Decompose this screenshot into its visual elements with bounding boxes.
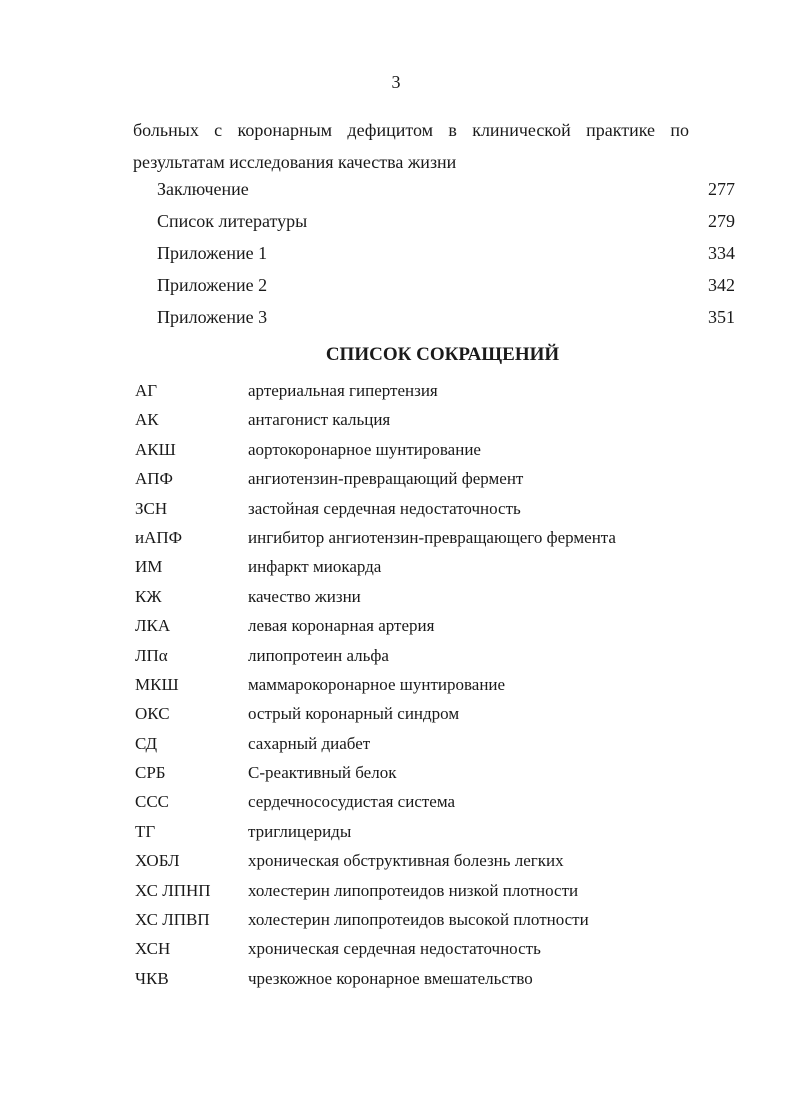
abbreviation-definition: застойная сердечная недостаточность bbox=[248, 498, 521, 518]
abbreviation-term: ОКС bbox=[135, 704, 170, 724]
abbreviation-term: ССС bbox=[135, 792, 170, 812]
abbreviation-definition: хроническая сердечная недостаточность bbox=[248, 939, 541, 959]
toc-entry bbox=[157, 173, 735, 205]
abbreviation-term: МКШ bbox=[135, 674, 179, 694]
abbreviation-term: ЛКА bbox=[135, 616, 171, 636]
abbreviation-definition: маммарокоронарное шунтирование bbox=[248, 674, 506, 694]
abbreviation-row bbox=[135, 641, 695, 670]
abbreviation-definition: качество жизни bbox=[248, 586, 361, 606]
toc-entry bbox=[157, 269, 735, 301]
abbreviation-term: ХОБЛ bbox=[135, 851, 180, 871]
abbreviation-definition: липопротеин альфа bbox=[248, 645, 389, 665]
abbreviation-definition: ингибитор ангиотензин-превращающего фермента bbox=[248, 527, 616, 547]
abbreviation-row bbox=[135, 464, 695, 493]
toc-entry-page: 277 bbox=[708, 179, 735, 199]
abbreviation-term: АГ bbox=[135, 381, 158, 400]
abbreviation-definition: аортокоронарное шунтирование bbox=[248, 439, 481, 459]
abbreviation-definition: инфаркт миокарда bbox=[248, 557, 382, 577]
abbreviation-term: ИМ bbox=[135, 557, 163, 577]
abbreviation-row bbox=[135, 582, 695, 611]
abbreviation-row bbox=[135, 611, 695, 640]
abbreviation-row bbox=[135, 729, 695, 758]
toc-entry bbox=[157, 301, 735, 333]
abbreviation-row bbox=[135, 758, 695, 787]
abbreviation-row bbox=[135, 817, 695, 846]
toc-continuation-text bbox=[133, 114, 689, 178]
toc-entry-title: Список литературы bbox=[157, 211, 308, 231]
abbreviation-definition: сахарный диабет bbox=[248, 733, 371, 753]
abbreviation-definition: острый коронарный синдром bbox=[248, 704, 460, 724]
toc-entry-title: Заключение bbox=[157, 179, 249, 199]
abbreviations-list bbox=[135, 376, 695, 993]
abbreviation-term: СРБ bbox=[135, 763, 166, 783]
abbreviation-definition: хроническая обструктивная болезнь легких bbox=[248, 851, 564, 871]
continuation-line-2: результатам исследования качества жизни bbox=[133, 152, 457, 172]
toc-entry bbox=[157, 237, 735, 269]
abbreviation-definition: левая коронарная артерия bbox=[248, 616, 435, 636]
abbreviation-term: АКШ bbox=[135, 439, 176, 459]
abbreviation-term: ЛПα bbox=[135, 645, 168, 665]
abbreviation-definition: ангиотензин-превращающий фермент bbox=[248, 469, 524, 489]
abbreviation-row bbox=[135, 964, 695, 993]
abbreviation-row bbox=[135, 934, 695, 963]
abbreviation-row bbox=[135, 552, 695, 581]
abbreviation-term: ХС ЛПНП bbox=[135, 880, 211, 900]
toc-entry-page: 342 bbox=[708, 275, 735, 295]
abbreviation-row bbox=[135, 699, 695, 728]
toc-entry-page: 279 bbox=[708, 211, 735, 231]
abbreviation-term: АПФ bbox=[135, 469, 173, 489]
toc-entry-title: Приложение 1 bbox=[157, 243, 268, 263]
abbreviation-term: АК bbox=[135, 410, 159, 430]
toc-entry-title: Приложение 3 bbox=[157, 307, 268, 327]
abbreviation-definition: холестерин липопротеидов высокой плотности bbox=[248, 910, 589, 930]
abbreviation-definition: артериальная гипертензия bbox=[248, 381, 438, 400]
abbreviation-definition: холестерин липопротеидов низкой плотности bbox=[248, 880, 579, 900]
abbreviation-row bbox=[135, 787, 695, 816]
toc-entry-page: 334 bbox=[708, 243, 735, 263]
abbreviation-row bbox=[135, 876, 695, 905]
abbreviation-row bbox=[135, 846, 695, 875]
abbreviation-term: ТГ bbox=[135, 821, 156, 841]
toc-entry bbox=[157, 205, 735, 237]
abbreviation-term: СД bbox=[135, 733, 158, 753]
abbreviation-term: ЗСН bbox=[135, 498, 168, 518]
table-of-contents bbox=[157, 173, 735, 333]
abbreviation-row bbox=[135, 435, 695, 464]
abbreviation-definition: чрезкожное коронарное вмешательство bbox=[248, 968, 533, 988]
abbreviation-definition: антагонист кальция bbox=[248, 410, 391, 430]
abbreviation-row bbox=[135, 523, 695, 552]
abbreviation-term: иАПФ bbox=[135, 527, 183, 547]
abbreviation-term: ХС ЛПВП bbox=[135, 910, 210, 930]
abbreviation-definition: С-реактивный белок bbox=[248, 763, 397, 783]
abbreviation-row bbox=[135, 494, 695, 523]
abbreviation-row bbox=[135, 905, 695, 934]
abbreviation-definition: сердечнососудистая система bbox=[248, 792, 456, 812]
abbreviations-heading: СПИСОК СОКРАЩЕНИЙ bbox=[325, 344, 560, 365]
abbreviation-row bbox=[135, 670, 695, 699]
abbreviation-row bbox=[135, 376, 695, 405]
toc-entry-page: 351 bbox=[708, 307, 735, 327]
toc-entry-title: Приложение 2 bbox=[157, 275, 268, 295]
abbreviation-term: ЧКВ bbox=[135, 968, 169, 988]
abbreviation-row bbox=[135, 405, 695, 434]
abbreviation-term: ХСН bbox=[135, 939, 171, 959]
continuation-line-1: больных с коронарным дефицитом в клинической практике по bbox=[133, 120, 689, 140]
abbreviation-definition: триглицериды bbox=[248, 821, 352, 841]
abbreviation-term: КЖ bbox=[135, 586, 162, 606]
page-number: 3 bbox=[391, 72, 401, 92]
